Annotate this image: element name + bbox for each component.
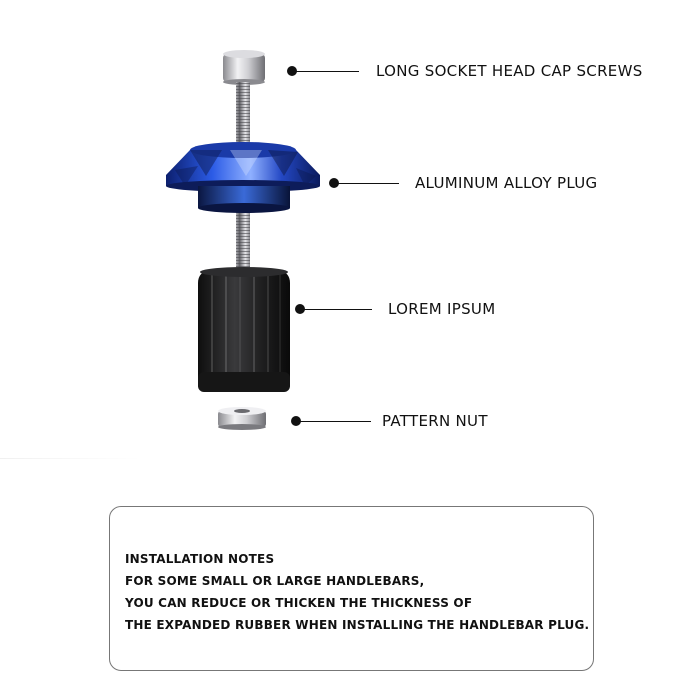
callout-leader-line	[335, 183, 399, 184]
pattern-nut	[218, 407, 266, 430]
callout-leader-line	[297, 421, 371, 422]
notes-title: INSTALLATION NOTES	[125, 552, 275, 566]
callout-label: PATTERN NUT	[382, 412, 488, 430]
callout-rubber	[295, 301, 595, 317]
callout-label: LONG SOCKET HEAD CAP SCREWS	[376, 62, 643, 80]
callout-label: LOREM IPSUM	[388, 300, 496, 318]
notes-line: THE EXPANDED RUBBER WHEN INSTALLING THE HANDLEBAR PLUG.	[125, 618, 590, 632]
notes-line: YOU CAN REDUCE OR THICKEN THE THICKNESS OF	[125, 596, 473, 610]
callout-screw	[287, 63, 687, 79]
callout-leader-line	[301, 309, 372, 310]
aluminum-alloy-plug	[166, 142, 320, 213]
expanding-rubber	[198, 267, 290, 392]
installation-notes	[125, 548, 595, 636]
divider	[0, 458, 140, 459]
callout-label: ALUMINUM ALLOY PLUG	[415, 174, 598, 192]
callout-plug	[329, 175, 669, 191]
notes-line: FOR SOME SMALL OR LARGE HANDLEBARS,	[125, 574, 425, 588]
callout-leader-line	[293, 71, 359, 72]
callout-nut	[291, 413, 591, 429]
